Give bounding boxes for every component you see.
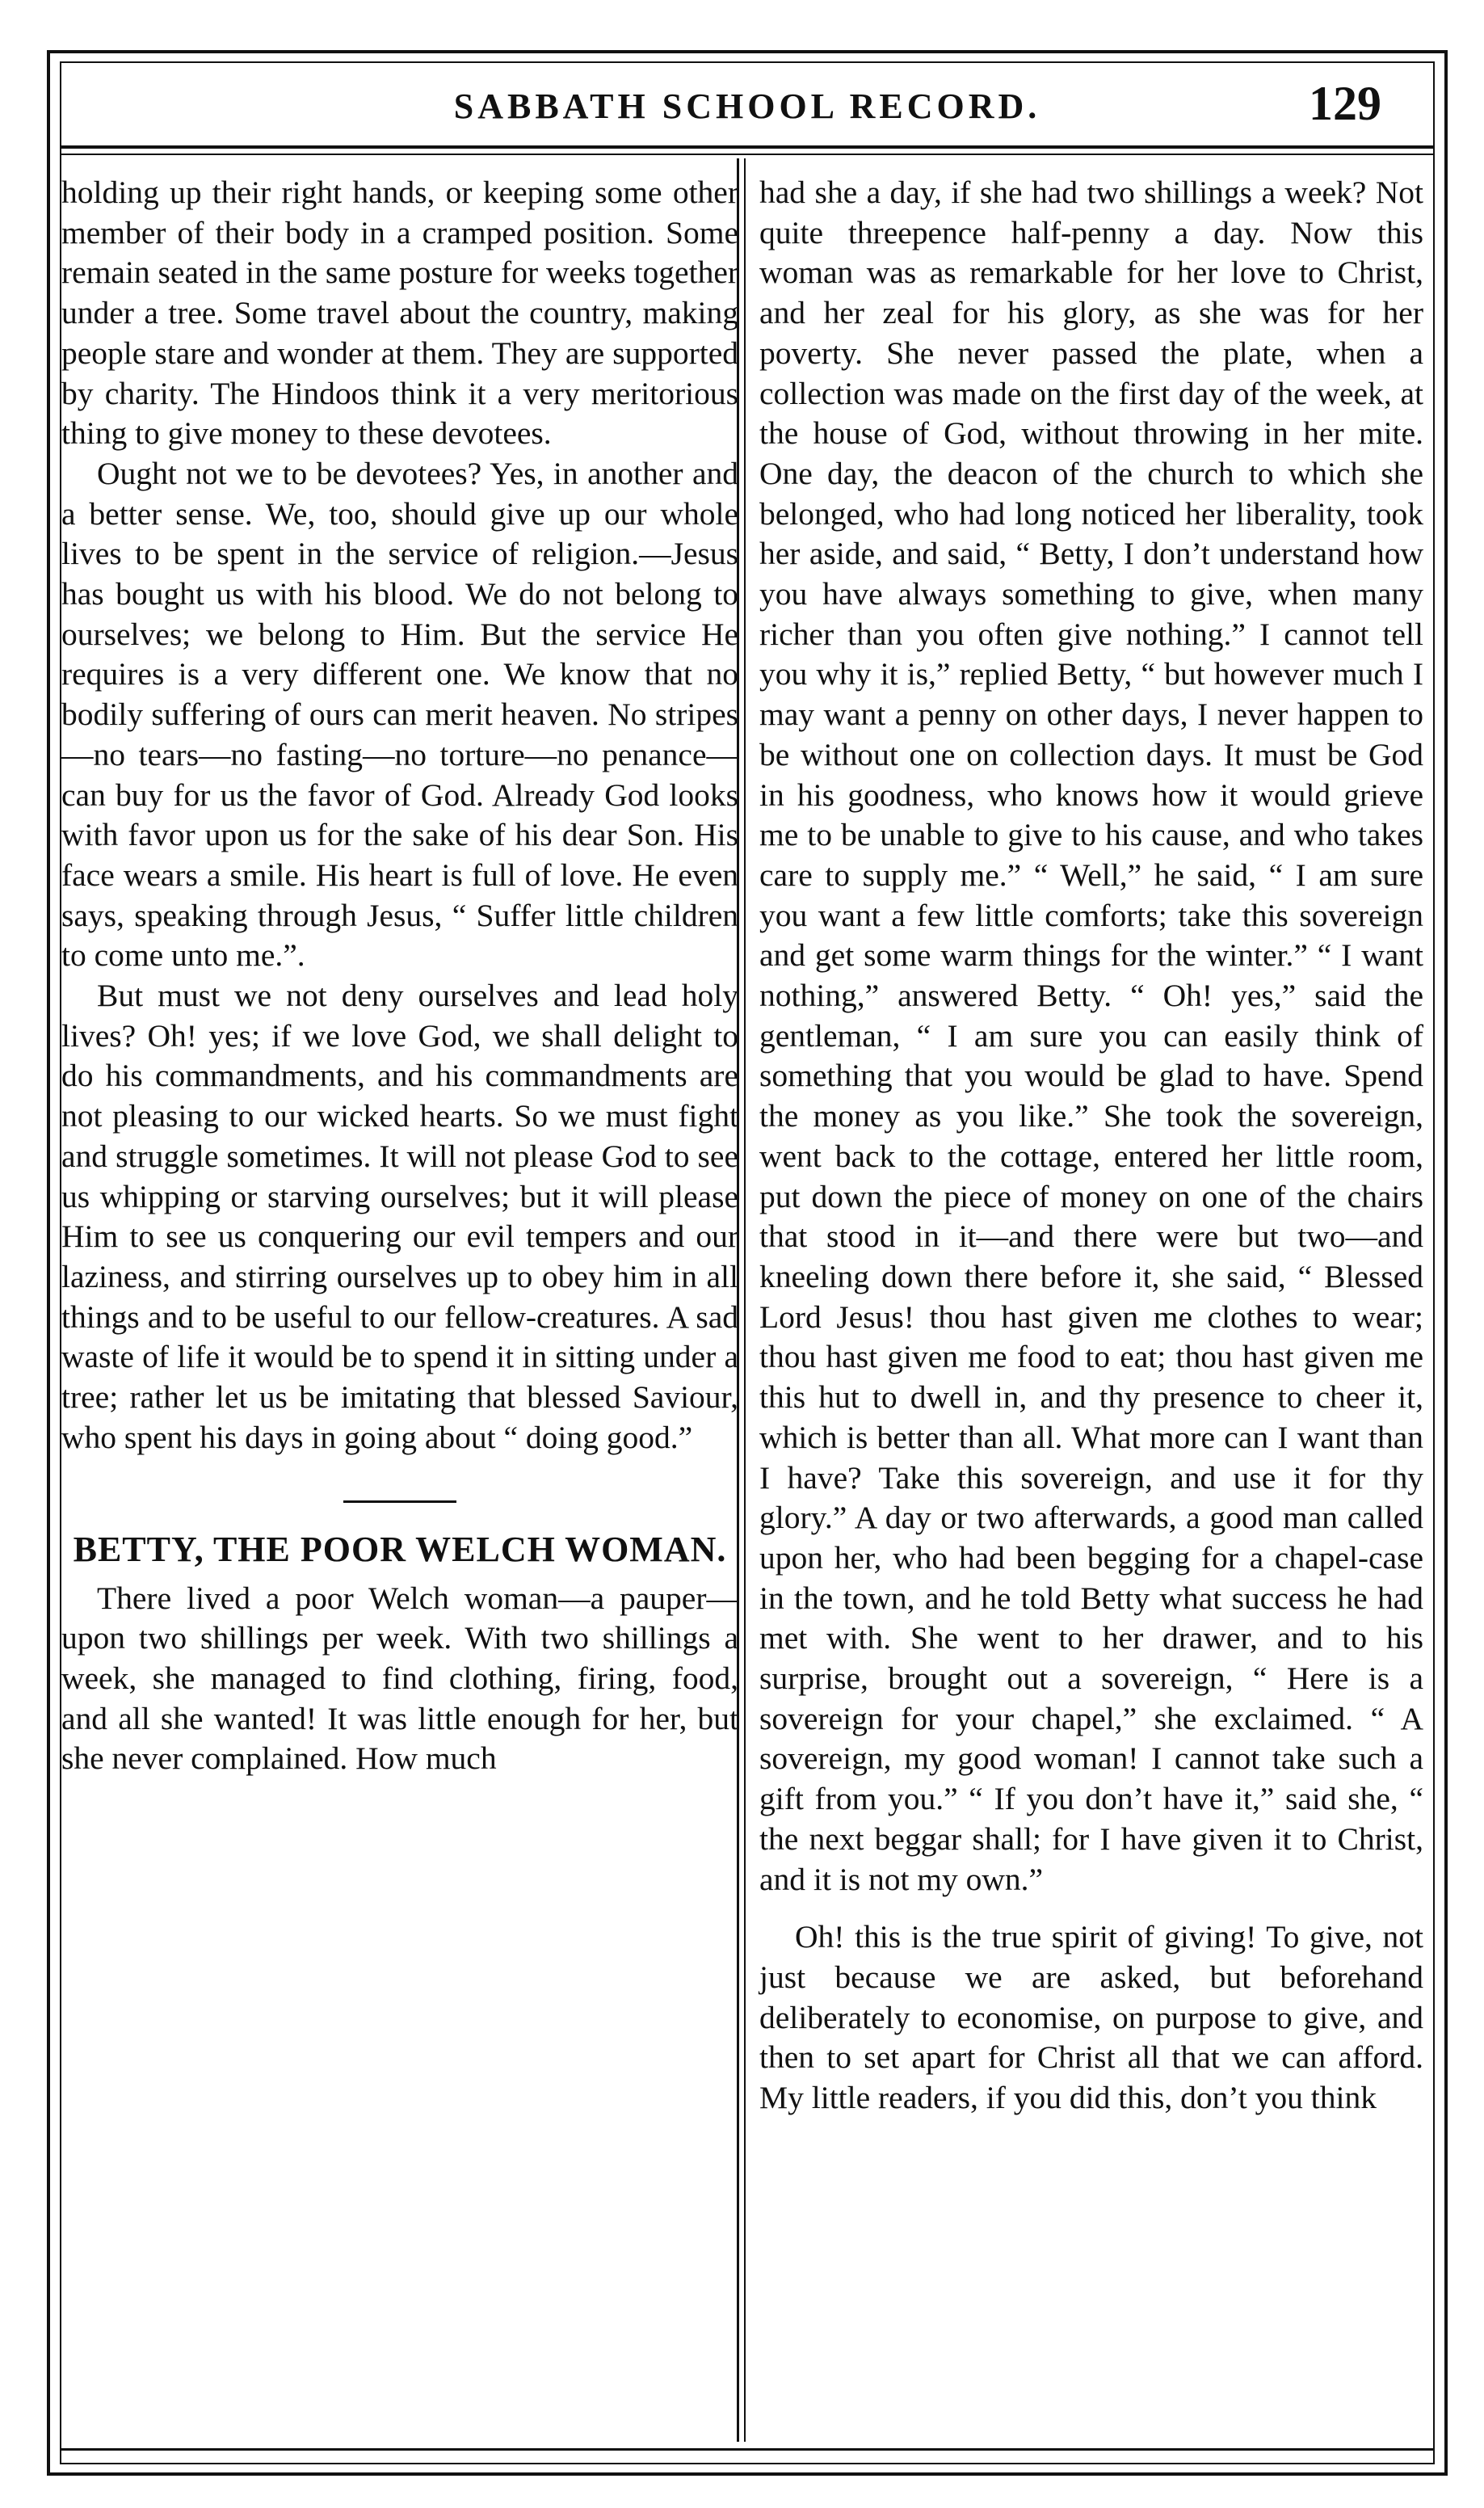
footer-rule — [60, 2448, 1435, 2451]
paragraph-continuation: holding up their right hands, or keeping some other member of their body in a cramped position. Some remain seated in the same posture for weeks together under a tree. Some travel about the country, making people stare and wonder at them. They are supported by charity. The Hindoos think it a very meritorious thing to give money to these devotees. — [61, 175, 738, 452]
running-title: SABBATH SCHOOL RECORD. — [453, 86, 1041, 126]
section-separator — [343, 1500, 456, 1503]
paragraph: There lived a poor Welch woman—a pauper—upon two shillings per week. With two shillings a week, she managed to find clothing, firing, food, and all she wanted! It was little enough for her, but she never complained. How much — [61, 1580, 738, 1777]
paragraph: Ought not we to be devotees? Yes, in another and a better sense. We, too, should give up our whole lives to be spent in the service of religion.—Jesus has bought us with his blood. We do not belong to ourselves; we belong to Him. But the service He requires is a very different one. We know that no bodily suffering of ours can merit heaven. No stripes—no tears—no fasting—no torture—no penance—can buy for us the favor of God. Already God looks with favor upon us for the sake of his dear Son. His face wears a smile. His heart is full of love. He even says, speaking through Jesus, “ Suffer little children to come unto me.”. — [61, 455, 738, 974]
column-divider-thin — [744, 158, 746, 2442]
article-title: BETTY, THE POOR WELCH WOMAN. — [73, 1529, 727, 1569]
page-number: 129 — [1309, 77, 1381, 130]
left-column — [61, 173, 738, 1779]
running-header — [65, 74, 1430, 144]
header-rule-thin — [60, 154, 1435, 155]
paragraph: But must we not deny ourselves and lead holy lives? Oh! yes; if we love God, we shall delight to do his commandments, and his commandments are not pleasing to our wicked hearts. So we must fight and struggle sometimes. It will not please God to see us whipping or starving ourselves; but it will please Him to see us conquering our evil tempers and our laziness, and stirring ourselves up to obey him in all things and to be useful to our fellow-creatures. A sad waste of life it would be to spend it in sitting under a tree; rather let us be imitating that blessed Saviour, who spent his days in going about “ doing good.” — [61, 978, 738, 1455]
paragraph-continuation: had she a day, if she had two shillings a week? Not quite threepence half-penny a day. Now this woman was as remarkable for her love to Christ, and her zeal for his glory, as she was for her poverty. She never passed the plate, when a collection was made on the first day of the week, at the house of God, without throwing in her mite. One day, the deacon of the church to which she belonged, who had long noticed her liberality, took her aside, and said, “ Betty, I don’t understand how you have always something to give, when many richer than you often give nothing.” I cannot tell you why it is,” replied Betty, “ but however much I may want a penny on other days, I never happen to be without one on collection days. It must be God in his goodness, who knows how it would grieve me to be unable to give to his cause, and who takes care to supply me.” “ Well,” he said, “ I am sure you want a few little comforts; take this sovereign and get some warm things for the winter.” “ I want nothing,” answered Betty. “ Oh! yes,” said the gentleman, “ I am sure you can easily think of something that you would be glad to have. Spend the money as you like.” She took the sovereign, went back to the cottage, entered her little room, put down the piece of money on one of the chairs that stood in it—and there were but two—and kneeling down there before it, she said, “ Blessed Lord Jesus! thou hast given me clothes to wear; thou hast given me food to eat; thou hast given me this hut to dwell in, and thy presence to cheer it, which is better than all. What more can I want than I have? Take this sovereign, and use it for thy glory.” A day or two afterwards, a good man called upon her, who had been begging for a chapel-case in the town, and he told Betty what success he had met with. She went to her drawer, and to his surprise, brought out a sovereign, “ Here is a sovereign for your chapel,” she exclaimed. “ A sovereign, my good woman! I cannot take such a gift from you.” “ If you don’t have it,” said she, “ the next beggar shall; for I have given it to Christ, and it is not my own.” — [759, 175, 1423, 1897]
paragraph: Oh! this is the true spirit of giving! To give, not just because we are asked, but beforehand deliberately to economise, on purpose to give, and then to set apart for Christ all that we can afford. My little readers, if you did this, don’t you think — [759, 1919, 1423, 2116]
header-rule-thick — [60, 145, 1435, 149]
paragraph-gap — [759, 1900, 1423, 1917]
right-column — [759, 173, 1423, 2119]
